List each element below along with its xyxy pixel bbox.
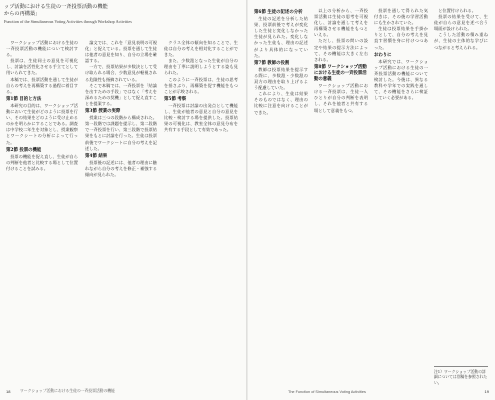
page-number: 18 [6,389,11,394]
footnote: 注1）ワークショップ活動の詳細については別稿を参照されたい。 [434,369,488,385]
article-title-english: Function of the Simultaneous Voting Activities through Workshop Activities [4,19,132,24]
paragraph: 投票の機能を捉え直し、生徒が自らの判断を他者と比較する場として位置付けることを試みる。 [6,153,78,171]
paragraph: と位置付けられる。 [438,8,476,13]
section-heading: 第7節 教師の役割 [254,60,290,66]
paragraph: 授業は三つの段階から構成された。第一段階では課題を提示し、第二段階で一斉投票を行い、第三段階で投票結果をもとに討論を行った。生徒は投票前後でワークシートに自分の考えを記述した。 [85,115,157,151]
paragraph: ただし、投票の問いの設定や結果の提示方法によって、その機能は大きく左右される。 [314,38,368,62]
paragraph: 本稿では、投票活動を通して生徒が自らの考えを再構築する過程に着目する。 [6,76,78,94]
article-title-block [4,4,184,25]
article-title-line-1: ップ活動における生徒の一斉投票活動の機能 [4,4,108,10]
paragraph: 一斉投票は討論の出発点として機能し、生徒が他者の意見と自分の意見を比較・検討する場を提供した。投票結果の可視化は、教室全体の意見分布を共有する手段として有効であった。 [164,102,238,133]
paragraph: 生徒は投票結果を手掛かりとして、自分の考えを見直す習慣を身に付けつつあった。 [374,26,428,50]
paragraph: 本研究の目的は、ワークショップ活動において生徒がどのように投票を行い、その結果をどのように受け止めるのかを明らかにすることである。調査は中学校二年生を対象とし、授業観察とワークシートの分析によって行った。 [6,102,78,145]
paragraph: 生徒の記述を分析した結果、投票前後で考えが変化した生徒と変化しなかった生徒が見られた。変化しなかった生徒も、理由の記述がより具体的になっていた。 [254,16,308,58]
section-heading: おわりに [374,52,392,58]
paragraph: 本研究では、ワークショップ活動における生徒の一斉投票活動の機能について検討した。今後は、異なる教科や学年での実践を通して、その機能をさらに検証していく必要がある。 [374,58,428,101]
paragraph: 教師は投票結果を提示する際に、多数派・少数派の双方の理由を取り上げるよう配慮していた。 [254,66,308,91]
paragraph: また、少数派となった生徒が自分の理由を丁寧に説明しようとする姿も見られた。 [164,58,238,76]
paragraph: ワークショップ活動における一斉投票は、生徒一人ひとりが自分の判断を表明し、それを他者と共有する場として意義をもつ。 [314,83,368,113]
paragraph: これにより、生徒は結果そのものではなく、理由の比較に注意を向けることができた。 [254,91,308,115]
right-column-4 [434,8,488,51]
left-column-3 [164,40,238,133]
left-page [0,0,247,400]
left-column-2 [85,40,157,178]
paragraph: 以上の分析から、一斉投票活動は生徒の思考を可視化し、討論を通して考えを再構築させる機能をもつといえる。 [314,8,368,38]
paragraph: 一方で、投票結果が多数決として受け取られる場合、少数意見が軽視される危険性も指摘されている。 [85,64,157,82]
section-heading: 第1節 目的と方法 [6,96,42,102]
paragraph: 投票を通して得られた気付きは、その後の学習活動にも生かされていた。 [374,8,428,26]
paragraph: 論文では、これを「意見表明の可視化」と捉えている。投票を通して生徒は他者の意見を知り、自分の立場を確認する。 [85,40,157,64]
section-heading: 第4節 結果 [85,153,108,159]
paragraph: ワークショップ活動における生徒の一斉投票活動の機能について検討する。 [6,40,78,58]
article-title-line-2: からの再構築」 [4,11,41,17]
left-column-1 [6,40,78,172]
section-heading: 第8節 ワークショップ活動における生徒の一斉投票活動の意義 [314,64,367,83]
section-heading: 第5節 考察 [164,96,187,102]
right-column-2 [314,8,368,114]
paragraph: 投票後の記述には、他者の理由に触れながら自分の考えを修正・補強する傾向が見られた。 [85,159,157,177]
section-heading: 第6節 生徒の記述の分析 [254,10,303,15]
running-footer: ワークショップ活動における生徒の一斉投票活動の機能 [20,389,115,393]
paragraph: このように一斉投票は、生徒の思考を揺さぶり、再構築を促す機能をもつことが示唆される。 [164,76,238,94]
page-number: 19 [484,389,489,394]
paragraph: 投票の結果を受けて、生徒が自らの意見を述べ合う場面が設けられた。 [434,14,488,32]
section-heading: 第3節 授業の実際 [85,109,121,115]
paragraph: こうした活動の積み重ねが、生徒の主体的な学びにつながると考えられる。 [434,32,488,50]
right-column-1 [254,8,308,116]
paragraph: クラス全体の傾向を知ることで、生徒は自分の考えを相対化することができた。 [164,40,238,58]
section-heading: 第2節 投票の機能 [6,147,42,153]
paragraph: 投票は、生徒同士の意見を可視化し、討論を活性化させる手立てとして用いられてきた。 [6,58,78,76]
footnote-rule [434,366,488,367]
paragraph: そこで本稿では、一斉投票を「結論を出すための手段」ではなく「考えを深めるための契機」として捉え直すことを提案する。 [85,82,157,106]
right-page [248,0,495,400]
running-footer: The Function of Simultaneous Voting Activities [288,390,366,394]
right-column-3 [374,8,428,101]
